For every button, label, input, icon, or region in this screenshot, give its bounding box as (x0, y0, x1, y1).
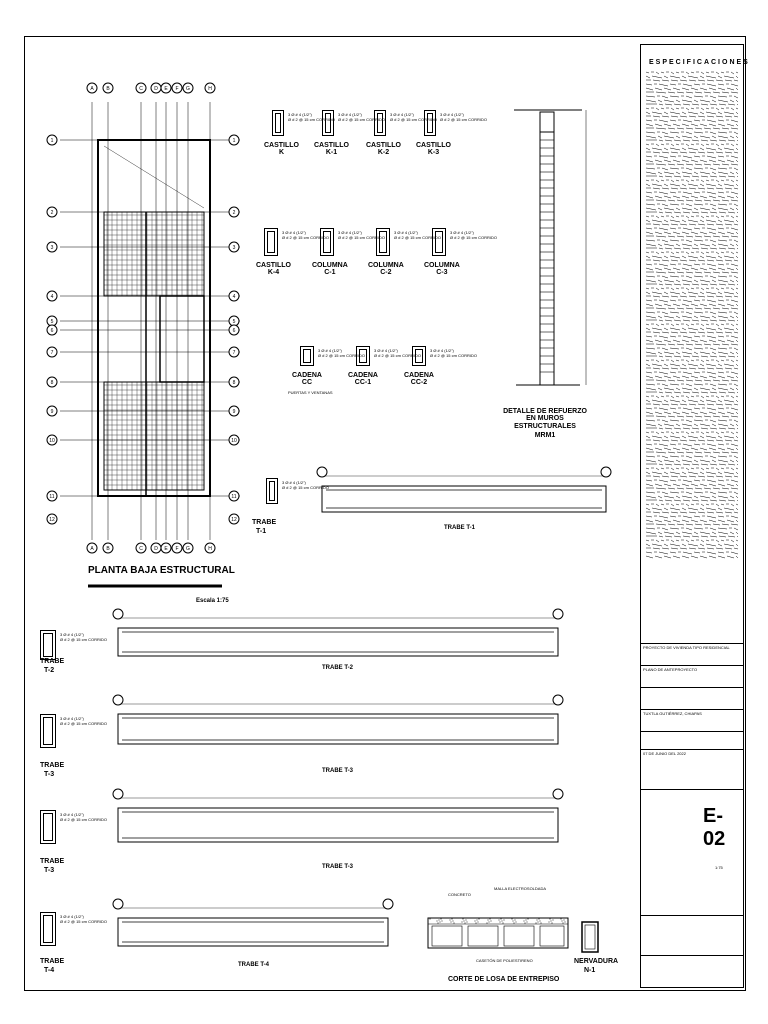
section-label-r2-1: COLUMNA C-1 (312, 262, 348, 277)
svg-text:C: C (139, 86, 143, 92)
section-rebar-r1-2: 3 Ø # 4 (1/2") Ø # 2 @ 15 cm CORRIDO (390, 112, 437, 122)
section-tb1 (40, 714, 56, 748)
svg-text:6: 6 (50, 328, 54, 334)
tb-sep (641, 687, 743, 690)
trabe-t3-elev-label: TRABE T-3 (322, 768, 354, 774)
svg-text:B: B (106, 86, 110, 92)
svg-text:F: F (175, 546, 179, 552)
section-r1-2 (374, 110, 386, 136)
svg-text:12: 12 (231, 517, 237, 523)
grid-bubble-6 (47, 325, 57, 335)
section-label-r1-2: CASTILLO K-2 (366, 142, 401, 157)
section-r2-1 (320, 228, 334, 256)
grid-bubble-6 (229, 325, 239, 335)
svg-text:6: 6 (232, 328, 236, 334)
nervadura-name: NERVADURA (574, 958, 619, 965)
section-tb3 (40, 912, 56, 946)
plan-title: PLANTA BAJA ESTRUCTURAL (88, 565, 235, 576)
losa-aggregate (430, 919, 566, 924)
svg-text:10: 10 (49, 438, 55, 444)
section-label-r3-1: CADENA CC-1 (348, 372, 378, 387)
section-tb2 (40, 810, 56, 844)
section-rebar-r3-2: 3 Ø # 4 (1/2") Ø # 2 @ 15 cm CORRIDO (430, 348, 477, 358)
grid-bubble-A (87, 543, 97, 553)
svg-text:3: 3 (50, 245, 54, 251)
section-label-r2-3: COLUMNA C-3 (424, 262, 460, 277)
trabe-t1-section-id: T-1 (256, 528, 267, 535)
svg-text:3: 3 (232, 245, 236, 251)
svg-text:8: 8 (50, 380, 54, 386)
nervadura-section (582, 922, 598, 952)
section-rebar-tb0: 3 Ø # 4 (1/2") Ø # 2 @ 15 cm CORRIDO (60, 632, 107, 642)
svg-text:10: 10 (231, 438, 237, 444)
grid-bubble-D (151, 543, 161, 553)
section-rebar-tb3: 3 Ø # 4 (1/2") Ø # 2 @ 15 cm CORRIDO (60, 914, 107, 924)
section-rebar-tb1: 3 Ø # 4 (1/2") Ø # 2 @ 15 cm CORRIDO (60, 716, 107, 726)
tb-plano: PLANO DE ANTEPROYECTO (641, 665, 743, 673)
svg-text:D: D (154, 86, 158, 92)
grid-bubble-H (205, 543, 215, 553)
svg-text:H: H (208, 86, 212, 92)
svg-text:D: D (154, 546, 158, 552)
grid-bubble-11 (47, 491, 57, 501)
grid-bubble-G (183, 543, 193, 553)
grid-bubble-2 (47, 207, 57, 217)
trabe-t4-elev-label: TRABE T-4 (238, 962, 270, 968)
grid-bubble-4 (229, 291, 239, 301)
tb-firma-1 (641, 915, 743, 918)
section-tb0 (40, 630, 56, 660)
trabe-t2-section-name: TRABE (40, 658, 65, 665)
tb-escala: 1:75 (715, 865, 723, 870)
section-note-r3-0: PUERTAS Y VENTANAS (288, 390, 333, 395)
grid-bubble-12 (229, 514, 239, 524)
trabe-t3b-section-id: T-3 (44, 867, 55, 874)
trabe-t3b-elev-label: TRABE T-3 (322, 864, 354, 870)
svg-text:7: 7 (232, 350, 236, 356)
svg-text:12: 12 (49, 517, 55, 523)
svg-text:B: B (106, 546, 110, 552)
grid-bubble-1 (229, 135, 239, 145)
trabe-t1-elev-label: TRABE T-1 (444, 525, 476, 531)
plan-walls (98, 140, 210, 496)
svg-text:C: C (139, 546, 143, 552)
grid-bubble-C (136, 543, 146, 553)
svg-text:G: G (186, 546, 190, 552)
spec-header: ESPECIFICACIONES (649, 59, 750, 66)
grid-bubble-12 (47, 514, 57, 524)
section-rebar-r3-0: 3 Ø # 4 (1/2") Ø # 2 @ 15 cm CORRIDO (318, 348, 365, 358)
grid-bubble-3 (47, 242, 57, 252)
grid-bubble-C (136, 83, 146, 93)
losa-title: CORTE DE LOSA DE ENTREPISO (448, 976, 560, 983)
trabe-t2-elev-label: TRABE T-2 (322, 665, 354, 671)
grid-bubble-E (161, 543, 171, 553)
plan-grid (60, 102, 240, 540)
losa-malla: MALLA ELECTROSOLDADA (494, 886, 547, 891)
plan-scale: Escala 1:75 (196, 598, 229, 604)
grid-bubble-F (172, 543, 182, 553)
grid-bubble-3 (229, 242, 239, 252)
tb-blank (641, 731, 743, 734)
svg-text:1: 1 (232, 138, 236, 144)
svg-text:E: E (164, 86, 168, 92)
grid-bubble-8 (47, 377, 57, 387)
grid-bubble-E (161, 83, 171, 93)
section-rebar-r1-1: 3 Ø # 4 (1/2") Ø # 2 @ 15 cm CORRIDO (338, 112, 385, 122)
beam-elevation-0 (317, 467, 611, 512)
section-label-r1-1: CASTILLO K-1 (314, 142, 349, 157)
svg-text:5: 5 (232, 319, 236, 325)
section-r2-0 (264, 228, 278, 256)
grid-bubble-10 (47, 435, 57, 445)
trabe-t3b-section-name: TRABE (40, 858, 65, 865)
beam-elevation-3 (113, 789, 563, 842)
trabe-t3-section-id: T-3 (44, 771, 55, 778)
grid-bubble-B (103, 543, 113, 553)
section-t1 (266, 478, 278, 504)
grid-bubble-D (151, 83, 161, 93)
section-rebar-r1-3: 3 Ø # 4 (1/2") Ø # 2 @ 15 cm CORRIDO (440, 112, 487, 122)
section-r1-1 (322, 110, 334, 136)
section-r3-1 (356, 346, 370, 366)
section-r1-0 (272, 110, 284, 136)
grid-bubble-9 (47, 406, 57, 416)
tb-firma-2 (641, 955, 743, 958)
section-rebar-r3-1: 3 Ø # 4 (1/2") Ø # 2 @ 15 cm CORRIDO (374, 348, 421, 358)
muro-rebar (540, 140, 554, 372)
beam-elevation-1 (113, 609, 563, 656)
grid-bubble-1 (47, 135, 57, 145)
svg-text:H: H (208, 546, 212, 552)
section-label-r1-0: CASTILLO K (264, 142, 299, 157)
section-r2-3 (432, 228, 446, 256)
grid-bubble-7 (229, 347, 239, 357)
plan-hatch (104, 212, 204, 490)
nervadura-id: N-1 (584, 967, 596, 974)
grid-bubble-11 (229, 491, 239, 501)
svg-text:4: 4 (232, 294, 236, 300)
svg-text:9: 9 (50, 409, 54, 415)
section-rebar-r2-2: 3 Ø # 4 (1/2") Ø # 2 @ 15 cm CORRIDO (394, 230, 441, 240)
grid-bubble-8 (229, 377, 239, 387)
svg-text:A: A (90, 546, 94, 552)
svg-text:11: 11 (231, 494, 237, 500)
grid-bubble-2 (229, 207, 239, 217)
section-label-r1-3: CASTILLO K-3 (416, 142, 451, 157)
svg-text:4: 4 (50, 294, 54, 300)
trabe-t4-section-name: TRABE (40, 958, 65, 965)
svg-text:A: A (90, 86, 94, 92)
grid-bubble-F (172, 83, 182, 93)
section-r1-3 (424, 110, 436, 136)
grid-bubble-H (205, 83, 215, 93)
detalle-id: MRM1 (534, 432, 556, 439)
trabe-t4-section-id: T-4 (44, 967, 55, 974)
section-label-r2-2: COLUMNA C-2 (368, 262, 404, 277)
trabe-t3-section-name: TRABE (40, 762, 65, 769)
section-rebar-r2-3: 3 Ø # 4 (1/2") Ø # 2 @ 15 cm CORRIDO (450, 230, 497, 240)
losa-section (428, 918, 568, 948)
svg-text:1: 1 (50, 138, 54, 144)
section-rebar-r2-1: 3 Ø # 4 (1/2") Ø # 2 @ 15 cm CORRIDO (338, 230, 385, 240)
section-r3-0 (300, 346, 314, 366)
trabe-t2-section-id: T-2 (44, 667, 55, 674)
section-rebar-tb2: 3 Ø # 4 (1/2") Ø # 2 @ 15 cm CORRIDO (60, 812, 107, 822)
section-label-r2-0: CASTILLO K-4 (256, 262, 291, 277)
trabe-t1-section-name: TRABE (252, 519, 277, 526)
grid-bubble-B (103, 83, 113, 93)
tb-proyecto: PROYECTO DE VIVIENDA TIPO RESIDENCIAL (641, 643, 743, 651)
grid-bubble-4 (47, 291, 57, 301)
grid-bubble-7 (47, 347, 57, 357)
grid-bubble-10 (229, 435, 239, 445)
section-r3-2 (412, 346, 426, 366)
grid-bubble-9 (229, 406, 239, 416)
svg-text:8: 8 (232, 380, 236, 386)
svg-text:2: 2 (232, 210, 236, 216)
svg-text:7: 7 (50, 350, 54, 356)
tb-municipio: TUXTLA GUTIÉRREZ, CHIAPAS (641, 709, 743, 717)
grid-bubble-G (183, 83, 193, 93)
beam-elevation-4 (113, 899, 393, 946)
grid-bubble-A (87, 83, 97, 93)
svg-text:G: G (186, 86, 190, 92)
section-r2-2 (376, 228, 390, 256)
svg-text:11: 11 (49, 494, 55, 500)
svg-text:5: 5 (50, 319, 54, 325)
svg-text:F: F (175, 86, 179, 92)
section-rebar-t1: 3 Ø # 4 (1/2") Ø # 2 @ 15 cm CORRIDO (282, 480, 329, 490)
losa-caseton: CASETÓN DE POLIESTIRENO (476, 958, 533, 963)
section-label-r3-2: CADENA CC-2 (404, 372, 434, 387)
title-block (640, 44, 750, 988)
svg-text:9: 9 (232, 409, 236, 415)
beam-elevation-2 (113, 695, 563, 744)
section-label-r3-0: CADENA CC (292, 372, 322, 387)
beam-elevations (113, 467, 611, 946)
svg-text:2: 2 (50, 210, 54, 216)
tb-fecha: 07 DE JUNIO DEL 2022 (641, 749, 743, 757)
sheet-code: E-02 (703, 805, 726, 850)
muro-detail (514, 110, 586, 385)
section-rebar-r1-0: 3 Ø # 4 (1/2") Ø # 2 @ 15 cm CORRIDO (288, 112, 335, 122)
detalle-title: DETALLE DE REFUERZO EN MUROS ESTRUCTURALES (503, 408, 587, 430)
svg-text:E: E (164, 546, 168, 552)
section-rebar-r2-0: 3 Ø # 4 (1/2") Ø # 2 @ 15 cm CORRIDO (282, 230, 329, 240)
losa-concreto: CONCRETO (448, 892, 471, 897)
